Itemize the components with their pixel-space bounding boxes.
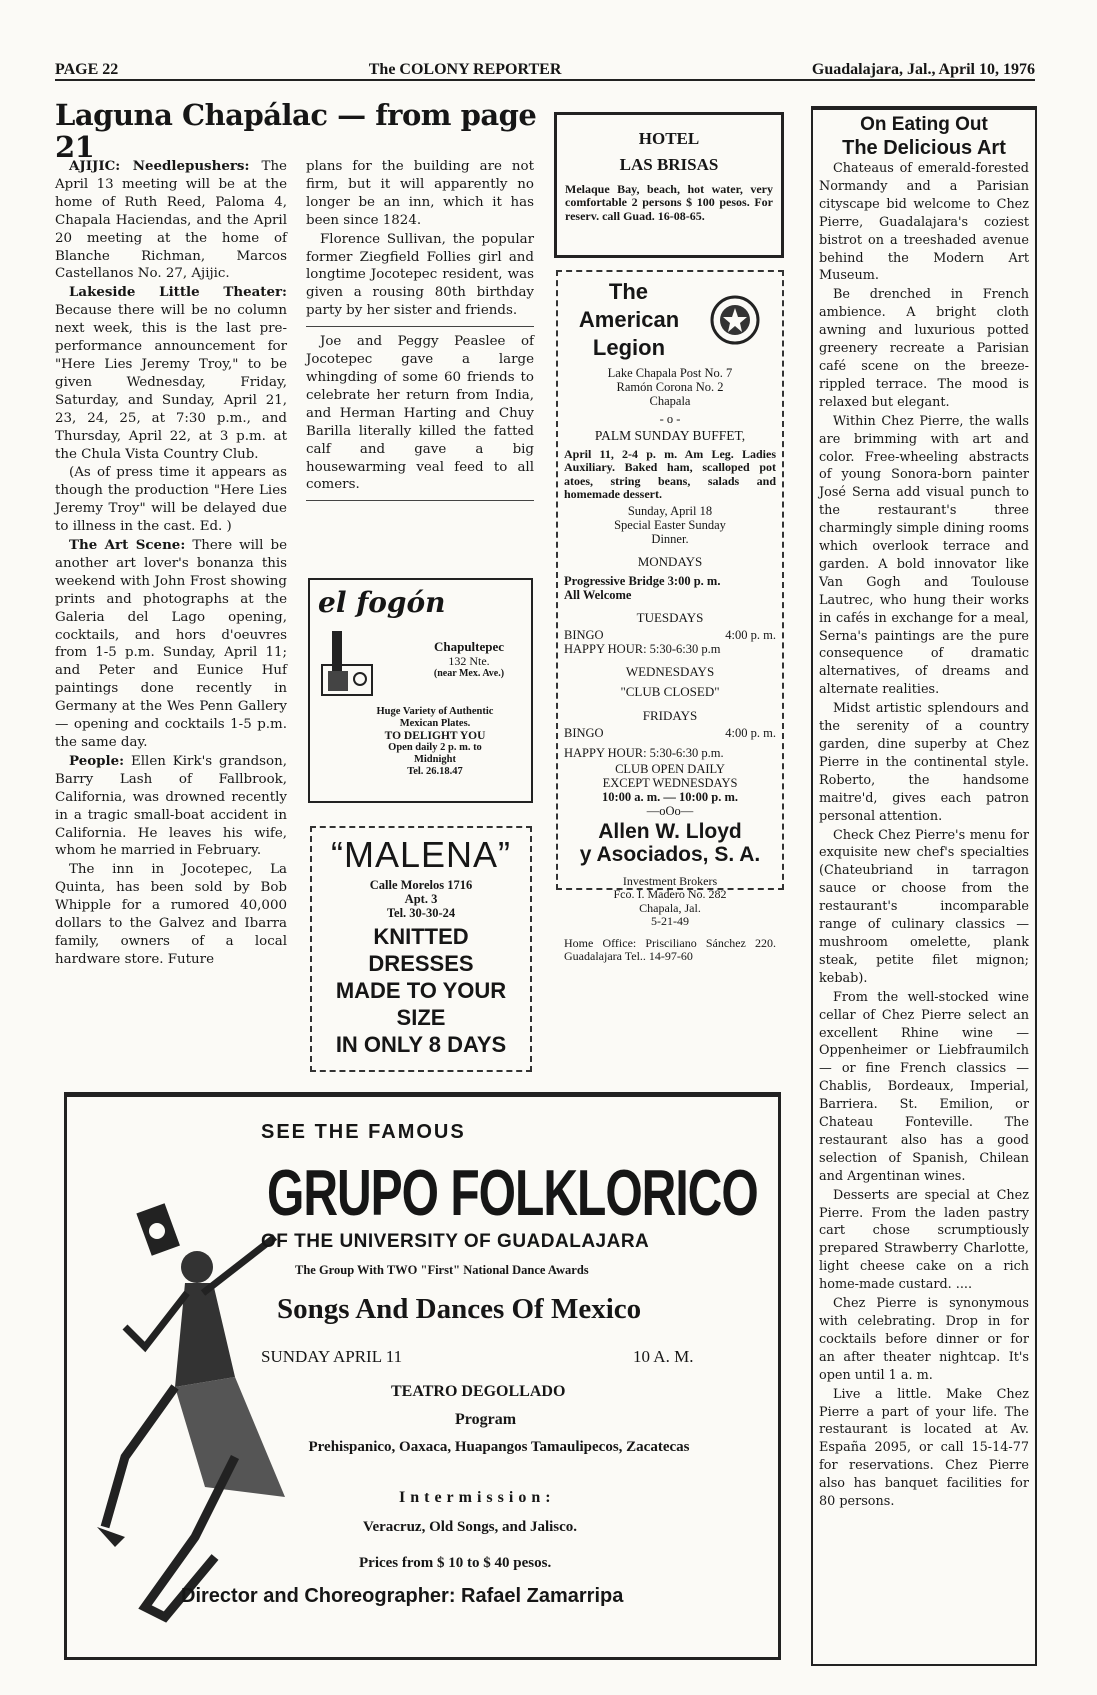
para-lead: People: bbox=[69, 752, 125, 769]
column-2 bbox=[306, 158, 534, 507]
legion-title-line: The bbox=[608, 279, 649, 304]
legion-line: HAPPY HOUR: 5:30-6:30 p.m bbox=[564, 641, 721, 656]
para-lead: Lakeside Little Theater: bbox=[69, 284, 287, 301]
para-text: Ellen Kirk's grandson, Barry Lash of Fallbrook, California, was drowned recently in a tragic small-boat accident in California. He leaves his wife, whom he married in February. bbox=[55, 753, 287, 859]
eating-para: Check Chez Pierre's menu for exquisite new chef's specialties (Chateubriand in tarragon sauce or choose from the restaurant's incomparable range of culinary classics — mushroom omelette, plank steak, petite filet mignon; kebab). bbox=[819, 827, 1029, 986]
malena-tel: Tel. 30-30-24 bbox=[386, 906, 456, 920]
legion-ad bbox=[556, 270, 784, 963]
eating-subtitle: The Delicious Art bbox=[842, 137, 1006, 159]
legion-line: CLUB OPEN DAILY bbox=[615, 761, 725, 776]
malena-line: DRESSES bbox=[368, 951, 474, 976]
hotel-name: LAS BRISAS bbox=[619, 155, 719, 174]
grupo-director: Director and Choreographer: Rafael Zamarripa bbox=[181, 1585, 624, 1607]
eating-para: From the well-stocked wine cellar of Chez Pierre select an excellent Rhine wine — Oppenheimer or Liebfraumilch — or fine French classics — Chablis, Bordeaux, Imperial, Barriera. St. Emilion, or Chateau Fonteville. The restaurant also has a good selection of Spanish, Chilean and Argentinan wines. bbox=[819, 989, 1029, 1184]
fogon-line: Tel. 26.18.47 bbox=[407, 765, 463, 777]
para-text: The April 13 meeting will be at the home of Ruth Reed, Paloma 4, Chapala Haciendas, and the April 20 meeting at the home of Blanche Richman, Marcos Castellanos No. 27, Ajijic. bbox=[55, 159, 287, 282]
fogon-addr: 132 Nte. bbox=[448, 653, 490, 668]
fogon-line: TO DELIGHT YOU bbox=[384, 729, 486, 742]
legion-easter-line: Special Easter Sunday bbox=[614, 517, 726, 532]
col1-para-2 bbox=[55, 464, 287, 536]
legion-bingo-row bbox=[564, 628, 776, 642]
col1-para-0 bbox=[55, 158, 287, 283]
grupo-title: GRUPO FOLKLORICO bbox=[267, 1158, 758, 1230]
legion-mon-body bbox=[564, 574, 776, 602]
legion-post-line: Chapala bbox=[649, 394, 691, 408]
legion-buffet-title: PALM SUNDAY BUFFET, bbox=[594, 428, 746, 443]
stove-icon bbox=[318, 621, 378, 701]
grupo-awards: The Group With TWO "First" National Dance Awards bbox=[295, 1263, 589, 1277]
fogon-line: Midnight bbox=[413, 754, 456, 766]
para-lead: AJIJIC: Needlepushers: bbox=[69, 158, 250, 174]
divider bbox=[306, 500, 534, 501]
fogon-ad bbox=[308, 578, 533, 803]
lloyd-name: Allen W. Lloyd bbox=[598, 819, 742, 843]
col2-para-2: Joe and Peggy Peaslee of Jocotepec gave a large whingding of some 60 friends to celebrate her return from India, and Herman Harting and Chuy Barilla literally killed the fatted calf and gave a big housewarming veal feed to all comers. bbox=[306, 334, 534, 493]
legion-day: FRIDAYS bbox=[642, 707, 698, 723]
grupo-time: 10 A. M. bbox=[633, 1347, 694, 1366]
lloyd-line: Home Office: Prisciliano Sánchez 220. Guadalajara Tel.. 14-97-60 bbox=[564, 935, 776, 963]
hotel-body: Melaque Bay, beach, hot water, very comfortable 2 persons $ 100 pesos. For reserv. call Guad. 16-08-65. bbox=[565, 182, 773, 223]
para-text: (As of press time it appears as though the production "Here Lies Jeremy Troy" will be delayed due to illness in the cast. Ed. ) bbox=[55, 465, 287, 535]
headline: Laguna Chapálac — from page 21 bbox=[55, 98, 537, 164]
legion-emblem-icon bbox=[709, 294, 761, 346]
col1-para-5 bbox=[55, 861, 287, 968]
malena-name: “MALENA” bbox=[330, 834, 512, 875]
dateline: Guadalajara, Jal., April 10, 1976 bbox=[811, 61, 1035, 78]
malena-slogan bbox=[316, 923, 526, 1058]
eating-para: Within Chez Pierre, the walls are brimming with art and color. Free-wheeling abstracts of young Sonora-born painter José Serna add visual punch to the restaurant's three charmingly simple dining rooms which overlook terrace and garden. A bold innovator like Van Gogh and Toulouse Lautrec, who hung their works in cafés in exchange for a meal, Serna's paintings are the pure consequence of dramatic alternatives, of dreams and alternate realities. bbox=[819, 413, 1029, 698]
fogon-details bbox=[340, 706, 530, 778]
legion-line: BINGO bbox=[564, 725, 604, 740]
eating-para: Be drenched in French ambience. A bright cloth awning and luxurious potted greenery recreate a Parisian café scene on the breeze-rippled terrace. The mood is relaxed but elegant. bbox=[819, 287, 1029, 410]
malena-addr: Apt. 3 bbox=[404, 892, 438, 906]
paper-name: The COLONY REPORTER bbox=[368, 61, 562, 78]
eating-para: Midst artistic splendours and the serenity of a country garden, dine superby at Chez Pierre in the continental style. Roberto, the handsome maitre'd, gives each patron personal attention. bbox=[819, 701, 1029, 824]
col1-para-4 bbox=[55, 753, 287, 860]
fogon-text bbox=[410, 640, 528, 679]
divider bbox=[306, 326, 534, 327]
fogon-name: el fogón bbox=[318, 586, 446, 619]
para-text: The inn in Jocotepec, La Quinta, has been sold by Bob Whipple for a rumored 40,000 dollars to the Galvez and Ibarra family, owners of a local hardware store. Future bbox=[55, 862, 287, 967]
legion-easter-line: Dinner. bbox=[651, 531, 689, 546]
malena-addr: Calle Morelos 1716 bbox=[369, 878, 473, 892]
malena-line: KNITTED bbox=[373, 924, 469, 949]
legion-line: "CLUB CLOSED" bbox=[620, 683, 720, 699]
grupo-part2: Veracruz, Old Songs, and Jalisco. bbox=[363, 1519, 578, 1535]
para-text: There will be another art lover's bonanza this weekend with John Frost showing prints and photographs at the Galeria del Lago opening, cocktails, and hors d'oeuvres from 1-5 p.m. Sunday, April 11; and Peter and Eunice Huf paintings done recently in Germany at the Wes Penn Gallery — opening and cocktails 1-5 p.m. the same day. bbox=[55, 538, 287, 750]
legion-title-line: Legion bbox=[592, 335, 666, 360]
lloyd-line: Fco. I. Madero No. 282 bbox=[613, 887, 727, 902]
legion-dots: - o - bbox=[659, 412, 681, 426]
legion-fri-body bbox=[564, 726, 776, 760]
eating-para: Live a little. Make Chez Pierre a part of your life. The restaurant is located at Av. España 2095, or call 15-14-77 for reservations. Chez Pierre also has banquet facilities for 80 persons. bbox=[819, 1386, 1029, 1510]
eating-body bbox=[819, 160, 1029, 1511]
fogon-line: Mexican Plates. bbox=[399, 717, 471, 729]
legion-line: HAPPY HOUR: 5:30-6:30 p.m. bbox=[564, 745, 724, 760]
col2-para-0: plans for the building are not firm, but it will apparently no longer be an inn, which it has been since 1824. bbox=[306, 159, 534, 228]
eating-title: On Eating Out bbox=[860, 114, 988, 135]
legion-day: TUESDAYS bbox=[636, 609, 704, 625]
fogon-addr: Chapultepec bbox=[433, 639, 505, 654]
page-number: PAGE 22 bbox=[55, 61, 119, 78]
grupo-program: Program bbox=[455, 1411, 517, 1428]
grupo-date: SUNDAY APRIL 11 bbox=[261, 1347, 403, 1366]
legion-line: 4:00 p. m. bbox=[725, 725, 776, 740]
masthead bbox=[55, 55, 1035, 81]
lloyd-body bbox=[564, 875, 776, 964]
col1-para-3 bbox=[55, 537, 287, 752]
lloyd-name: y Asociados, S. A. bbox=[579, 843, 761, 867]
legion-tue-body bbox=[564, 628, 776, 656]
fogon-line: Huge Variety of Authentic bbox=[376, 706, 494, 717]
grupo-of: OF THE UNIVERSITY OF GUADALAJARA bbox=[261, 1231, 650, 1252]
legion-header bbox=[564, 278, 776, 362]
legion-day: WEDNESDAYS bbox=[625, 663, 715, 679]
legion-line: EXCEPT WEDNESDAYS bbox=[602, 775, 738, 790]
legion-line: —oOo— bbox=[646, 803, 694, 818]
legion-line: All Welcome bbox=[564, 587, 632, 602]
legion-post-line: Lake Chapala Post No. 7 bbox=[607, 366, 733, 380]
col1-para-1 bbox=[55, 284, 287, 463]
grupo-see: SEE THE FAMOUS bbox=[261, 1121, 466, 1143]
legion-buffet-body: April 11, 2-4 p. m. Am Leg. Ladies Auxiliary. Baked ham, scalloped pot atoes, string beans, salads and homemade dessert. bbox=[564, 447, 776, 502]
eating-para: Desserts are special at Chez Pierre. From the laden pastry cart chose scrumptiously prepared Strawberry Charlotte, light cheese cake on a rich home-made custard. .... bbox=[819, 1187, 1029, 1293]
malena-line: MADE TO YOUR bbox=[335, 978, 507, 1003]
legion-line: Progressive Bridge 3:00 p. m. bbox=[564, 573, 721, 588]
eating-para: Chateaus of emerald-forested Normandy and a Parisian cityscape bid welcome to Chez Pierre, Guadalajara's coziest bistrot on a treeshaded avenue behind the Modern Art Museum. bbox=[819, 161, 1029, 284]
malena-ad bbox=[310, 826, 532, 1072]
legion-club bbox=[564, 762, 776, 818]
fogon-addr: (near Mex. Ave.) bbox=[433, 667, 505, 679]
hotel-title: HOTEL bbox=[638, 129, 700, 148]
legion-day: MONDAYS bbox=[637, 553, 703, 569]
lloyd-line: Chapala, Jal. bbox=[639, 900, 701, 915]
legion-line: 10:00 a. m. — 10:00 p. m. bbox=[601, 789, 739, 804]
para-text: Because there will be no column next week, this is the last pre-performance announcement for "Here Lies Jeremy Troy," to be given Wednesday, Friday, Saturday, and Sunday, April 21, 23, 24, 25, at 7:30 p.m., and Thursday, April 22, at 3 p.m. at the Chula Vista Country Club. bbox=[55, 303, 287, 462]
malena-address bbox=[316, 878, 526, 920]
col2-para-1: Florence Sullivan, the popular former Ziegfield Follies girl and longtime Jocotepec resident, was given a rousing 80th birthday party by her sister and friends. bbox=[306, 231, 534, 319]
grupo-venue: TEATRO DEGOLLADO bbox=[391, 1383, 566, 1400]
legion-easter-line: Sunday, April 18 bbox=[627, 503, 713, 518]
legion-title bbox=[579, 278, 679, 362]
legion-easter bbox=[564, 504, 776, 546]
hotel-ad bbox=[554, 112, 784, 258]
grupo-intermission: Intermission: bbox=[399, 1489, 556, 1506]
legion-title-line: American bbox=[578, 307, 680, 332]
para-lead: The Art Scene: bbox=[69, 537, 186, 554]
eating-out-column bbox=[811, 106, 1037, 1666]
grupo-ad bbox=[64, 1092, 781, 1660]
lloyd-line: 5-21-49 bbox=[651, 914, 689, 929]
lloyd-title bbox=[564, 820, 776, 867]
lloyd-line: Investment Brokers bbox=[622, 873, 718, 888]
legion-line: 4:00 p. m. bbox=[725, 627, 776, 642]
fogon-logo bbox=[318, 586, 446, 706]
eating-para: Chez Pierre is synonymous with celebrating. Drop in for cocktails before dinner or for an after theater nightcap. It's open until 1 a. m. bbox=[819, 1296, 1029, 1383]
grupo-prices: Prices from $ 10 to $ 40 pesos. bbox=[359, 1555, 552, 1571]
dancer-illustration bbox=[85, 1197, 305, 1637]
legion-bingo-row bbox=[564, 726, 776, 740]
fogon-line: Open daily 2 p. m. to bbox=[388, 742, 482, 754]
column-1 bbox=[55, 158, 287, 970]
legion-post-line: Ramón Corona No. 2 bbox=[616, 380, 724, 394]
malena-line: IN ONLY 8 DAYS bbox=[335, 1032, 507, 1057]
legion-line: BINGO bbox=[564, 627, 604, 642]
malena-line: SIZE bbox=[396, 1005, 446, 1030]
grupo-prog-list: Prehispanico, Oaxaca, Huapangos Tamaulipecos, Zacatecas bbox=[308, 1439, 690, 1455]
legion-post bbox=[564, 366, 776, 426]
grupo-songs: Songs And Dances Of Mexico bbox=[277, 1293, 642, 1325]
